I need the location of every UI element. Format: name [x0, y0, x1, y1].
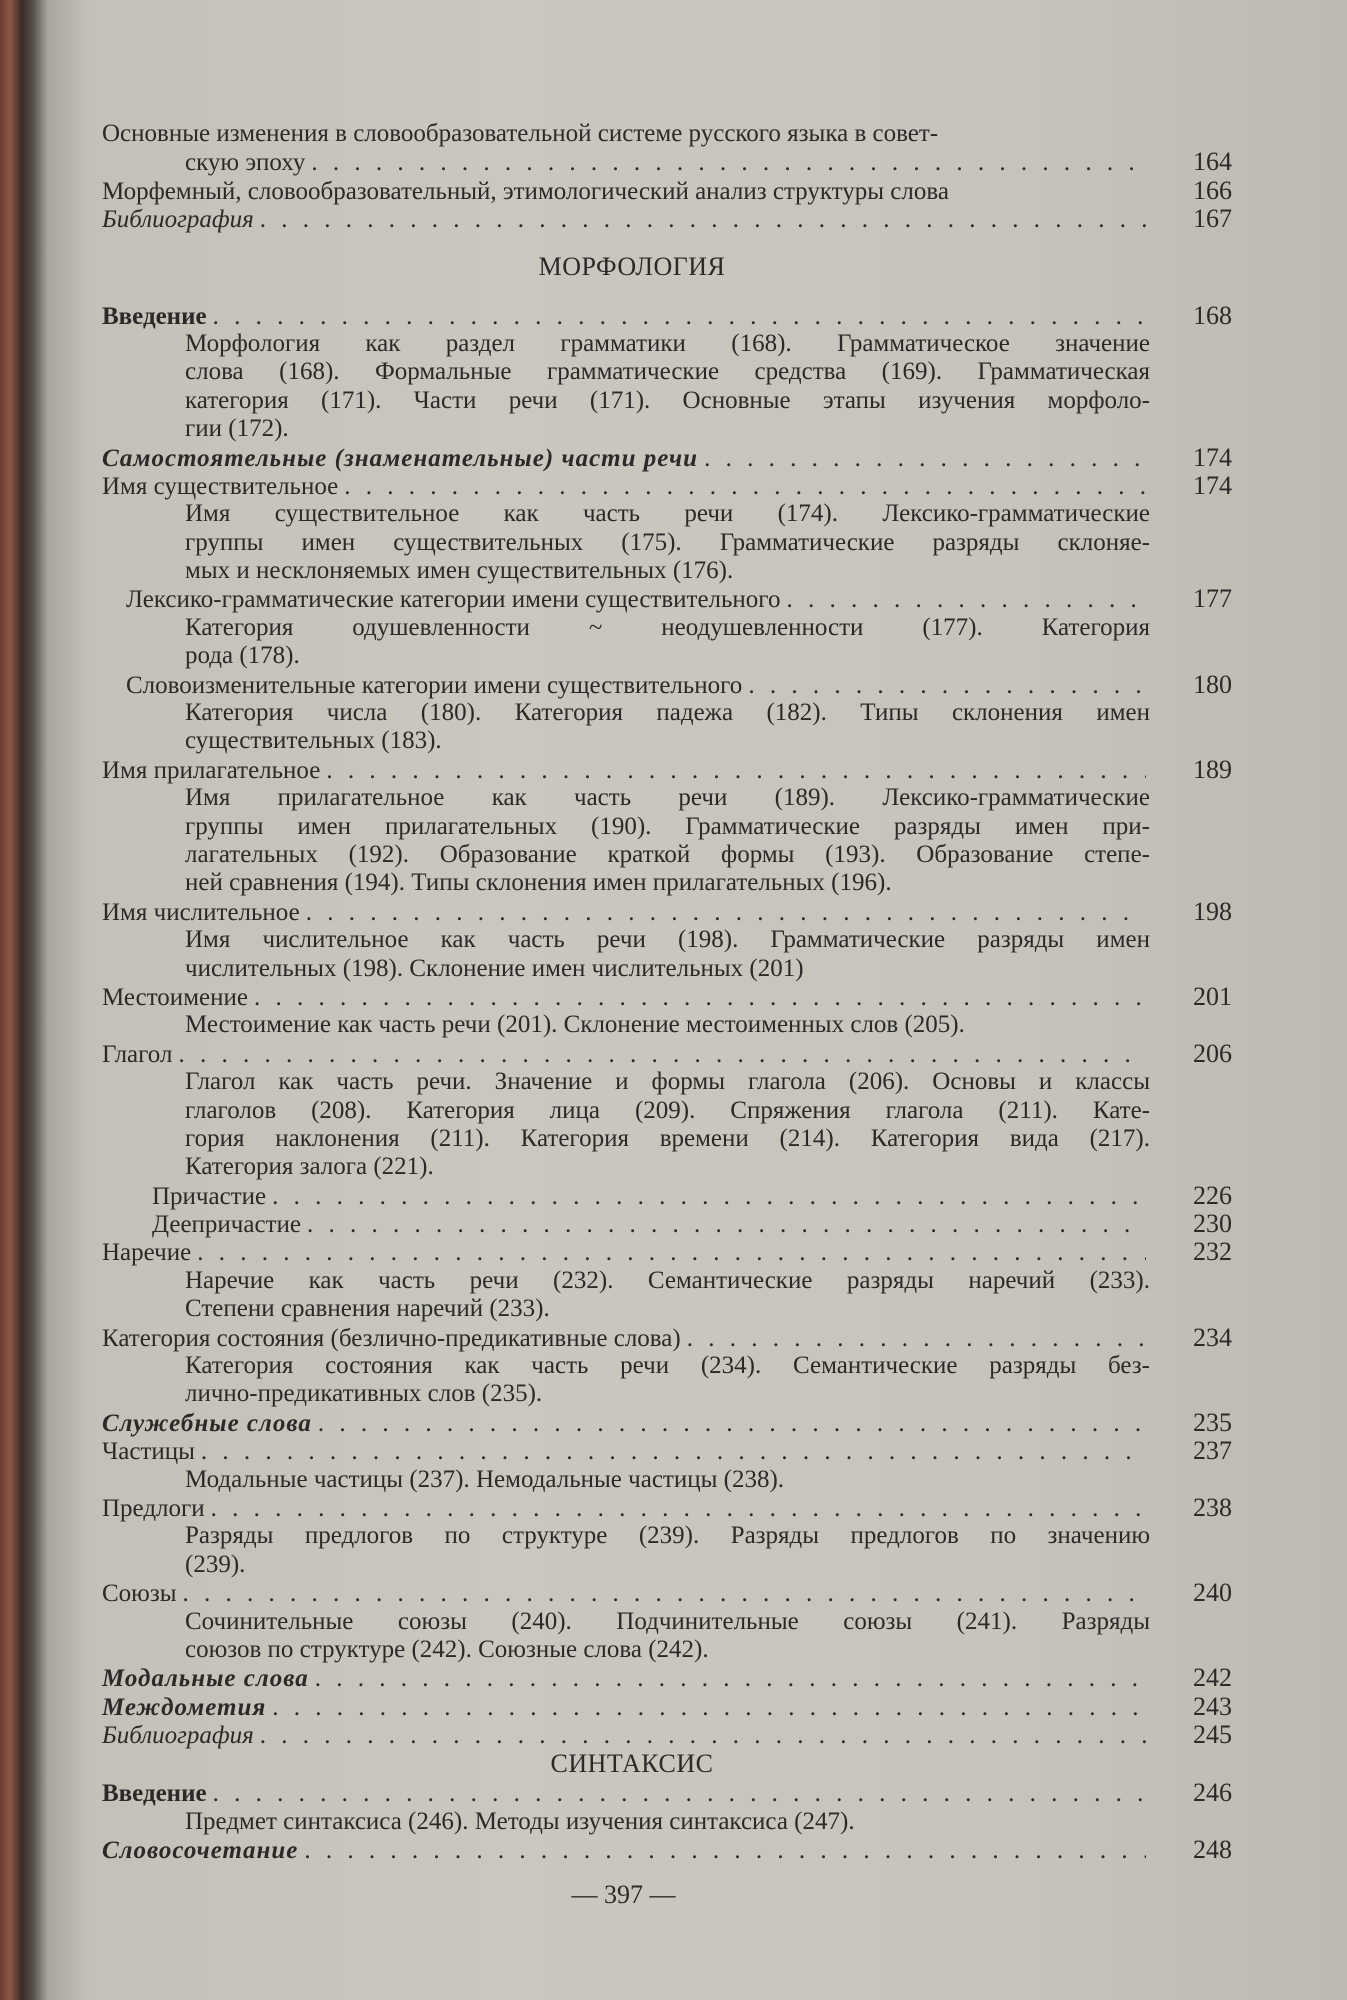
toc-entry-title: Причастие [152, 1182, 267, 1210]
toc-entry-title: Наречие [102, 1239, 192, 1267]
dot-leader [213, 1780, 1146, 1808]
toc-entry-title: Словоизменительные категории имени существительного [126, 671, 743, 699]
toc-entry-subtopics: Степени сравнения наречий (233). [185, 1295, 550, 1323]
toc-entry [102, 120, 1244, 177]
toc-entry-title: Частицы [102, 1438, 195, 1466]
toc-page-number: 245 [1193, 1720, 1232, 1750]
toc-entry-title-wrap [102, 1837, 1152, 1865]
dot-leader [260, 1722, 1146, 1750]
toc-entry-title-wrap [102, 120, 1152, 148]
toc-entry-line [102, 983, 1244, 1011]
dot-leader [786, 586, 1146, 614]
toc-entry-line [102, 1324, 1244, 1352]
toc-entry [102, 1579, 1244, 1664]
toc-entry-title: Деепричастие [152, 1211, 301, 1239]
toc-entry-title: Основные изменения в словообразовательной системе русского языка в совет- [102, 120, 939, 147]
toc-entry [102, 671, 1244, 756]
toc-entry-title-wrap [102, 1438, 1152, 1466]
toc-entry [102, 1494, 1244, 1579]
toc-entry-title-wrap [152, 1211, 1152, 1239]
toc-entry-line [102, 1040, 1244, 1068]
toc-entry-title-wrap [102, 473, 1152, 501]
toc-entry-subtopics: Модальные частицы (237). Немодальные частицы (238). [185, 1465, 785, 1493]
dot-leader [201, 1438, 1146, 1466]
table-of-contents [102, 120, 1244, 1865]
toc-entry [102, 1210, 1244, 1238]
toc-entry [102, 1437, 1244, 1494]
toc-entry-title: Глагол [102, 1040, 173, 1068]
toc-entry-title-wrap [126, 672, 1152, 700]
toc-entry-title-wrap [102, 206, 1152, 234]
toc-entry-subtopics: существительных (183). [185, 727, 442, 755]
dot-leader [178, 1041, 1146, 1069]
toc-entry [102, 1182, 1244, 1210]
toc-entry-subtopics: лично-предикативных слов (235). [185, 1380, 543, 1408]
toc-entry-title: Модальные слова [102, 1665, 309, 1693]
toc-entry-title-wrap [102, 899, 1152, 927]
toc-entry-line [102, 1437, 1244, 1465]
toc-entry-line [102, 302, 1244, 330]
toc-page-number: 238 [1193, 1492, 1232, 1522]
dot-leader [197, 1239, 1146, 1267]
toc-entry-line [102, 585, 1244, 613]
toc-page-number: 177 [1193, 584, 1232, 614]
dot-leader [272, 1694, 1146, 1722]
toc-entry-line [102, 472, 1244, 500]
toc-entry [102, 205, 1244, 233]
toc-entry-subtopics: числительных (198). Склонение имен числительных (201) [185, 954, 804, 982]
toc-entry [102, 444, 1244, 472]
toc-page-number: 246 [1193, 1778, 1232, 1808]
toc-entry-title: Имя числительное [102, 898, 300, 926]
toc-entry [102, 302, 1244, 444]
toc-entry-subtopics: Имя числительное как часть речи (198). Грамматические разряды имен [185, 926, 1150, 954]
toc-entry-subtopics: союзов по структуре (242). Союзные слова (242). [185, 1635, 709, 1663]
toc-page-number: 235 [1193, 1407, 1232, 1437]
toc-entry-title: Лексико-грамматические категории имени существительного [126, 586, 781, 614]
toc-entry-line [102, 177, 1244, 205]
toc-page-number: 206 [1193, 1038, 1232, 1068]
toc-entry-subtopics: категория (171). Части речи (171). Основные этапы изучения морфоло- [185, 386, 1150, 414]
toc-entry-subtopics: Предмет синтаксиса (246). Методы изучения синтаксиса (247). [185, 1807, 855, 1835]
toc-entry-subtopics: Наречие как часть речи (232). Семантические разряды наречий (233). [185, 1266, 1150, 1294]
toc-entry-title: Союзы [102, 1580, 177, 1608]
toc-entry-title-continuation: скую эпоху [185, 149, 306, 177]
toc-entry-line [102, 1664, 1244, 1692]
toc-entry-title-wrap [102, 1495, 1152, 1523]
toc-entry-subtopics: гория наклонения (211). Категория времени (214). Категория вида (217). [185, 1124, 1150, 1152]
toc-page-number: 166 [1193, 175, 1232, 205]
toc-page-number: 164 [1193, 147, 1232, 177]
toc-entry [102, 1664, 1244, 1692]
toc-entry-title: Местоимение [102, 983, 248, 1011]
toc-entry-line [102, 1836, 1244, 1864]
toc-entry-line [102, 1693, 1244, 1721]
dot-leader [307, 1211, 1146, 1239]
toc-entry-title-wrap [102, 1722, 1152, 1750]
toc-page-number: 180 [1193, 669, 1232, 699]
toc-entry [102, 756, 1244, 898]
dot-leader [344, 473, 1146, 501]
toc-entry-title-wrap [102, 1580, 1152, 1608]
toc-entry [102, 177, 1244, 205]
dot-leader [311, 149, 1146, 177]
dot-leader [306, 899, 1146, 927]
dot-leader [213, 303, 1146, 331]
toc-entry-title: Библиография [102, 206, 254, 234]
toc-entry-title-wrap [102, 178, 1152, 206]
dot-leader [272, 1183, 1146, 1211]
dot-leader [304, 1837, 1146, 1865]
dot-leader [211, 1495, 1146, 1523]
toc-entry-line [102, 148, 1244, 176]
toc-entry-subtopics: Разряды предлогов по структуре (239). Разряды предлогов по значению [185, 1522, 1150, 1550]
toc-entry-subtopics: ней сравнения (194). Типы склонения имен прилагательных (196). [185, 869, 892, 897]
toc-entry-subtopics: слова (168). Формальные грамматические средства (169). Грамматическая [185, 358, 1150, 386]
toc-entry [102, 585, 1244, 670]
toc-entry-subtopics: Морфология как раздел грамматики (168). Грамматическое значение [185, 329, 1150, 357]
toc-entry [102, 1779, 1244, 1836]
toc-entry-title-wrap [102, 984, 1152, 1012]
toc-entry-title-wrap [102, 303, 1152, 331]
toc-page-number: 168 [1193, 300, 1232, 330]
dot-leader [687, 1325, 1146, 1353]
toc-entry [102, 1721, 1244, 1749]
toc-entry-subtopics: Категория состояния как часть речи (234). Семантические разряды без- [185, 1352, 1150, 1380]
toc-entry-title-wrap [102, 1325, 1152, 1353]
dot-leader [183, 1580, 1146, 1608]
toc-entry-title-wrap [102, 757, 1152, 785]
toc-entry-title: Имя прилагательное [102, 756, 321, 784]
dot-leader [748, 672, 1146, 700]
toc-entry-title: Введение [102, 1780, 207, 1808]
toc-entry-line [102, 1210, 1244, 1238]
toc-entry-title-wrap [102, 1694, 1152, 1722]
toc-entry-title-wrap [185, 149, 1152, 177]
page-folio: — 397 — [571, 1880, 676, 1909]
toc-entry-title: Библиография [102, 1722, 254, 1750]
toc-page-number: 189 [1193, 754, 1232, 784]
toc-entry-title-wrap [152, 1183, 1152, 1211]
toc-entry-subtopics: лагательных (192). Образование краткой формы (193). Образование степе- [185, 840, 1150, 868]
toc-entry-subtopics: Имя прилагательное как часть речи (189). Лексико-грамматические [185, 784, 1150, 812]
toc-page-number: 226 [1193, 1180, 1232, 1210]
toc-entry-title: Имя существительное [102, 472, 339, 500]
toc-page-number: 174 [1193, 470, 1232, 500]
toc-entry-line [102, 1182, 1244, 1210]
toc-entry [102, 1324, 1244, 1409]
toc-entry-subtopics: Сочинительные союзы (240). Подчинительные союзы (241). Разряды [185, 1607, 1150, 1635]
toc-entry-line [102, 1409, 1244, 1437]
toc-entry-subtopics: Местоимение как часть речи (201). Склонение местоименных слов (205). [185, 1011, 965, 1039]
toc-page-number: 167 [1193, 204, 1232, 234]
toc-entry-subtopics: Имя существительное как часть речи (174). Лексико-грамматические [185, 500, 1150, 528]
toc-page-number: 234 [1193, 1322, 1232, 1352]
toc-entry-title: Служебные слова [102, 1409, 312, 1437]
toc-entry-title: Междометия [102, 1693, 267, 1721]
toc-entry-line [102, 120, 1244, 148]
toc-entry-title-wrap [102, 445, 1152, 473]
toc-entry-subtopics: Категория числа (180). Категория падежа (182). Типы склонения имен [185, 699, 1150, 727]
toc-page-number: 242 [1193, 1663, 1232, 1693]
toc-entry-subtopics: Категория одушевленности ~ неодушевленности (177). Категория [185, 613, 1150, 641]
toc-entry-subtopics: (239). [185, 1550, 246, 1578]
page-number-footer [0, 1880, 1347, 1910]
toc-entry-title: Введение [102, 302, 207, 330]
toc-entry-line [102, 1721, 1244, 1749]
toc-page-number: 174 [1193, 442, 1232, 472]
toc-entry-subtopics: группы имен прилагательных (190). Грамматические разряды имен при- [185, 812, 1150, 840]
toc-entry-title-wrap [102, 1780, 1152, 1808]
toc-entry [102, 1693, 1244, 1721]
toc-page-number: 201 [1193, 981, 1232, 1011]
toc-entry-title-wrap [102, 1410, 1152, 1438]
toc-entry [102, 898, 1244, 983]
toc-entry-title: Предлоги [102, 1494, 205, 1522]
toc-entry-title: Морфемный, словообразовательный, этимологический анализ структуры слова [102, 177, 949, 205]
dot-leader [315, 1665, 1146, 1693]
toc-entry-title-wrap [126, 586, 1152, 614]
toc-page-number: 240 [1193, 1578, 1232, 1608]
toc-entry-subtopics: мых и несклоняемых имен существительных (176). [185, 557, 734, 585]
section-heading: МОРФОЛОГИЯ [538, 251, 726, 281]
toc-page-number: 237 [1193, 1436, 1232, 1466]
toc-entry-subtopics: Категория залога (221). [185, 1153, 434, 1181]
toc-page-number: 230 [1193, 1209, 1232, 1239]
toc-entry-title-wrap [102, 1041, 1152, 1069]
toc-entry-line [102, 1579, 1244, 1607]
toc-page-number: 198 [1193, 896, 1232, 926]
toc-entry-title-wrap [102, 1665, 1152, 1693]
toc-page-number: 248 [1193, 1835, 1232, 1865]
toc-entry-line [102, 1494, 1244, 1522]
toc-entry-line [102, 671, 1244, 699]
toc-entry-line [102, 1238, 1244, 1266]
toc-entry [102, 983, 1244, 1040]
toc-entry-subtopics: группы имен существительных (175). Грамматические разряды склоняе- [185, 528, 1150, 556]
toc-entry-title-wrap [102, 1239, 1152, 1267]
toc-entry-subtopics: глаголов (208). Категория лица (209). Спряжения глагола (211). Кате- [185, 1096, 1150, 1124]
dot-leader [260, 206, 1146, 234]
toc-entry-title: Категория состояния (безлично-предикативные слова) [102, 1324, 681, 1352]
toc-entry-line [102, 898, 1244, 926]
toc-entry [102, 1836, 1244, 1864]
toc-entry-line [102, 444, 1244, 472]
toc-entry [102, 472, 1244, 586]
toc-entry-title: Словосочетание [102, 1837, 299, 1865]
toc-entry [102, 1238, 1244, 1323]
dot-leader [704, 445, 1146, 473]
toc-entry [102, 1040, 1244, 1182]
toc-page-number: 243 [1193, 1691, 1232, 1721]
toc-entry-subtopics: гии (172). [185, 415, 289, 443]
toc-entry-title: Самостоятельные (знаменательные) части речи [102, 444, 699, 472]
dot-leader [254, 984, 1146, 1012]
toc-entry-line [102, 205, 1244, 233]
section-heading: СИНТАКСИС [550, 1749, 714, 1779]
toc-page-number: 232 [1193, 1237, 1232, 1267]
toc-entry-subtopics: рода (178). [185, 642, 300, 670]
toc-entry-line [102, 756, 1244, 784]
toc-entry-subtopics: Глагол как часть речи. Значение и формы глагола (206). Основы и классы [185, 1068, 1150, 1096]
toc-entry [102, 1409, 1244, 1437]
dot-leader [318, 1410, 1146, 1438]
dot-leader [326, 757, 1146, 785]
toc-entry-line [102, 1779, 1244, 1807]
